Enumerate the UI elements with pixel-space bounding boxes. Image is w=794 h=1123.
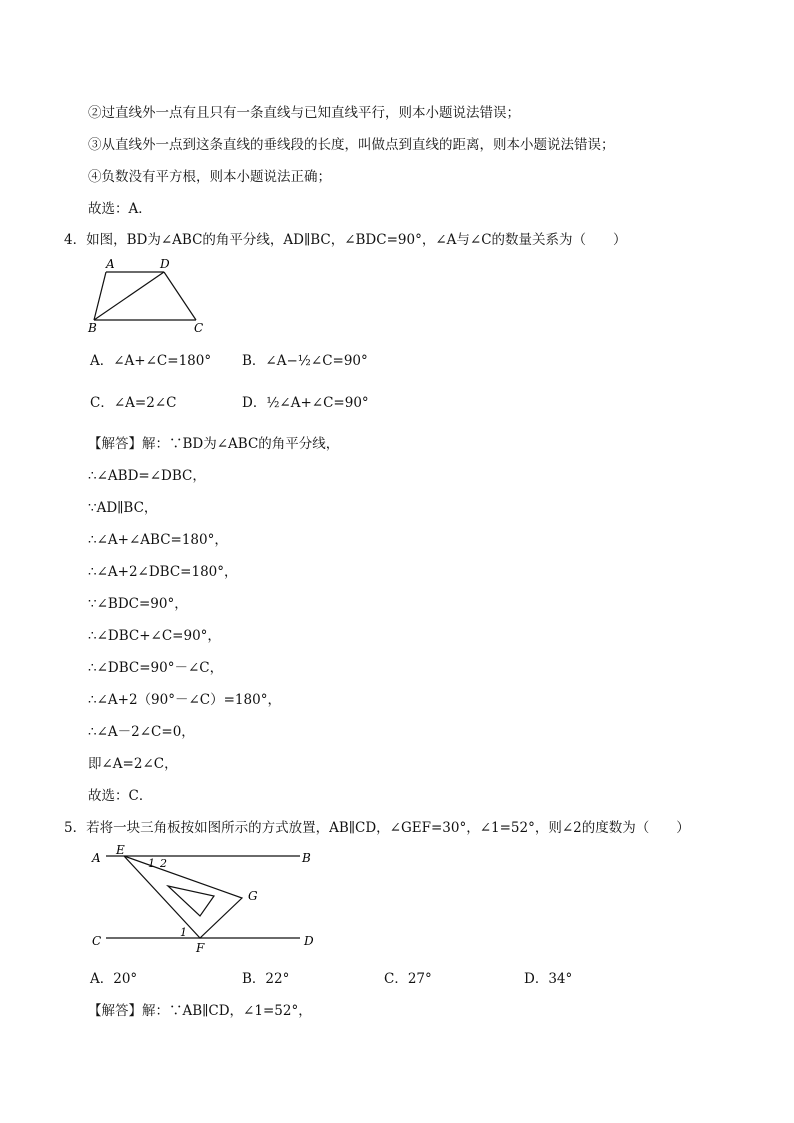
q4-solution-line-9: ∴∠A+2（90°－∠C）=180°， <box>88 692 281 708</box>
q4-solution-line-1: 【解答】解：∵BD为∠ABC的角平分线， <box>88 436 340 452</box>
q4-label-B: B <box>88 321 97 335</box>
q5-label-A: A <box>92 851 101 865</box>
q4-option-d[interactable]: D．½∠A+∠C=90° <box>242 395 369 411</box>
q4-option-b[interactable]: B．∠A−½∠C=90° <box>242 353 368 369</box>
q4-solution-line-11: 即∠A=2∠C， <box>88 756 178 772</box>
q4-trapezoid-figure <box>84 256 214 336</box>
q5-label-G: G <box>248 889 258 903</box>
prev-solution-line-3: ③从直线外一点到这条直线的垂线段的长度，叫做点到直线的距离，则本小题说法错误； <box>88 137 615 153</box>
q5-label-D: D <box>304 934 314 948</box>
q4-solution-line-6: ∵∠BDC=90°， <box>88 596 188 612</box>
q5-angle-1-bottom: 1 <box>180 926 187 939</box>
q4-solution-line-10: ∴∠A－2∠C=0， <box>88 724 195 740</box>
q5-label-B: B <box>302 851 311 865</box>
q5-angle-2: 2 <box>160 857 167 870</box>
q4-option-c[interactable]: C．∠A=2∠C <box>90 395 177 411</box>
q5-set-square-figure <box>88 842 328 957</box>
q4-label-C: C <box>194 321 204 335</box>
q4-solution-answer: 故选：C． <box>88 788 153 804</box>
q4-stem: 4．如图，BD为∠ABC的角平分线，AD∥BC，∠BDC=90°，∠A与∠C的数量关系为（ ） <box>64 232 627 248</box>
q5-angle-1-top: 1 <box>148 857 155 870</box>
q5-solution-line-1: 【解答】解：∵AB∥CD，∠1=52°， <box>88 1003 312 1019</box>
q4-solution-line-2: ∴∠ABD=∠DBC， <box>88 468 206 484</box>
q5-label-E: E <box>116 843 125 857</box>
q5-stem: 5．若将一块三角板按如图所示的方式放置，AB∥CD，∠GEF=30°，∠1=52°，则∠2的度数为（ ） <box>64 820 690 836</box>
q4-solution-line-3: ∵AD∥BC， <box>88 500 158 516</box>
q4-option-a[interactable]: A．∠A+∠C=180° <box>90 353 212 369</box>
prev-solution-line-2: ②过直线外一点有且只有一条直线与已知直线平行，则本小题说法错误； <box>88 105 520 121</box>
prev-solution-line-4: ④负数没有平方根，则本小题说法正确； <box>88 169 331 185</box>
q4-solution-line-5: ∴∠A+2∠DBC=180°， <box>88 564 238 580</box>
prev-solution-answer: 故选：A． <box>88 201 152 217</box>
q4-label-D: D <box>160 257 170 271</box>
q5-option-a[interactable]: A．20° <box>90 971 138 987</box>
q4-solution-line-4: ∴∠A+∠ABC=180°， <box>88 532 228 548</box>
q4-label-A: A <box>106 257 115 271</box>
q5-option-c[interactable]: C．27° <box>384 971 432 987</box>
q4-solution-line-8: ∴∠DBC=90°－∠C， <box>88 660 224 676</box>
q4-solution-line-7: ∴∠DBC+∠C=90°， <box>88 628 221 644</box>
q5-option-d[interactable]: D．34° <box>524 971 573 987</box>
q5-label-F: F <box>196 941 205 955</box>
q5-option-b[interactable]: B．22° <box>242 971 290 987</box>
q5-label-C: C <box>92 934 102 948</box>
